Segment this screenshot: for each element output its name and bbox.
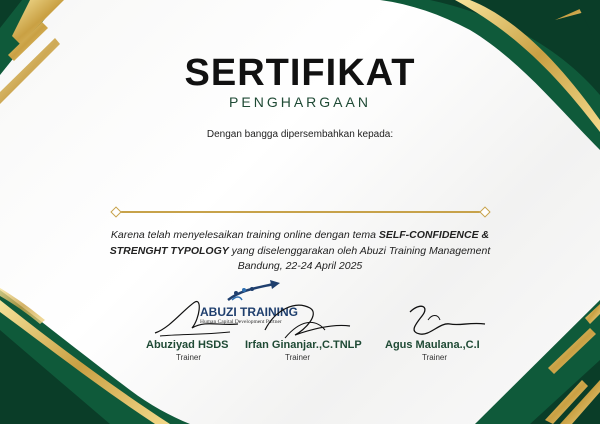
signatory-2-role: Trainer [285, 353, 311, 362]
name-divider-line [115, 211, 485, 213]
body-intro: Karena telah menyelesaikan training online dengan tema [110, 229, 379, 241]
presented-to-text: Dengan bangga dipersembahkan kepada: [206, 129, 394, 140]
signatory-3-role: Trainer [422, 353, 448, 362]
certificate-body [70, 228, 530, 275]
topic-line2: STRENGHT TYPOLOGY [109, 244, 229, 257]
certificate-subtitle: PENGHARGAAN [229, 94, 371, 110]
place-date: Bandung, 22-24 April 2025 [237, 260, 363, 272]
signatory-1-role: Trainer [176, 353, 202, 362]
signatory-1-name: Abuziyad HSDS [146, 339, 229, 351]
signatory-2-name: Irfan Ginanjar.,C.TNLP [245, 339, 362, 351]
topic-line1: SELF-CONFIDENCE & [378, 229, 490, 241]
signature-2 [255, 300, 355, 342]
logo-tagline: Human Capital Development Partner [200, 319, 282, 325]
certificate-title: SERTIFIKAT [184, 52, 416, 94]
logo-name: ABUZI TRAINING [200, 305, 298, 319]
signatory-3-name: Agus Maulana.,C.I [385, 339, 480, 351]
body-organizer: yang diselenggarakan oleh Abuzi Training Management [228, 244, 491, 257]
signature-1 [150, 298, 245, 340]
signature-3 [400, 300, 490, 340]
